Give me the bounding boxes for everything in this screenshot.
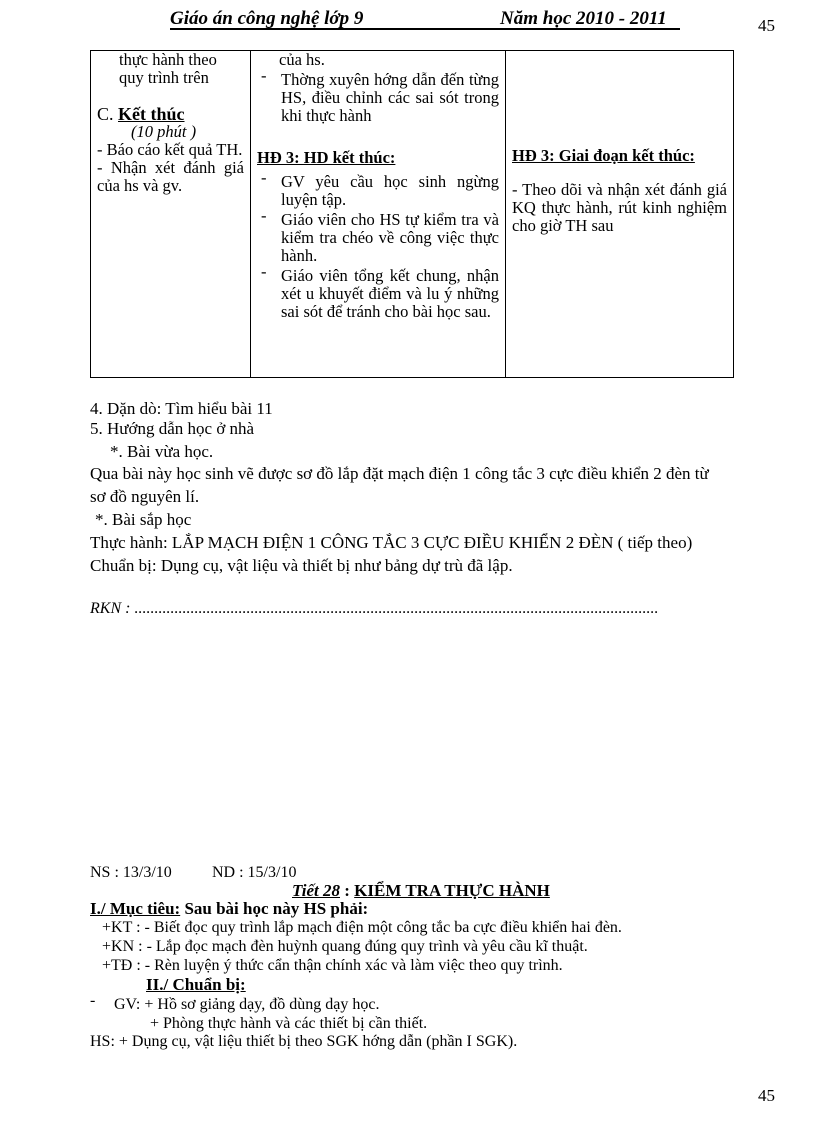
homework-line: 4. Dặn dò: Tìm hiểu bài 11 [90,399,273,418]
table-cell-student [91,51,251,378]
objective-text: Sau bài học này HS phải: [180,899,369,918]
nd-date: ND : 15/3/10 [212,864,297,881]
objective-item: +KT : - Biết đọc quy trình lắp mạch điện một công tắc ba cực điều khiển hai đèn. [102,919,622,936]
rkn-line: RKN : ................................................................................................................................... [90,600,659,617]
ns-date: NS : 13/3/10 [90,864,172,881]
homework-line: *. Bài vừa học. [110,442,214,461]
cell-text: - Báo cáo kết quả TH. [97,140,243,159]
lesson-table [90,50,734,378]
footer-page-number: 45 [758,1086,775,1105]
list-item: - Thờng xuyên hớng dẫn đến từng HS, điều chỉnh các sai sót trong khi thực hành [257,71,499,125]
list-item: - GV yêu cầu học sinh ngừng luyện tập. [257,173,499,209]
prep-item: + Phòng thực hành và các thiết bị cần thiết. [150,1015,428,1032]
dash-bullet: - [90,992,96,1009]
section-title: Kết thúc [118,104,185,124]
section-letter: C. [97,104,114,124]
objective-item: +KN : - Lắp đọc mạch đèn huỳnh quang đúng quy trình và yêu cầu kĩ thuật. [102,938,588,955]
list-item: - Giáo viên cho HS tự kiểm tra và kiểm tra chéo về công việc thực hành. [257,211,499,265]
homework-line: 5. Hướng dẫn học ở nhà [90,419,255,438]
header-rule [170,28,680,30]
cell-text: - Theo dõi và nhận xét đánh giá KQ thực hành, rút kinh nghiệm cho giờ TH sau [512,180,727,235]
header-school-year: Năm học 2010 - 2011 [500,8,667,29]
homework-line: Thực hành: LẮP MẠCH ĐIỆN 1 CÔNG TẮC 3 CỰC ĐIỀU KHIỂN 2 ĐÈN ( tiếp theo) [90,533,693,552]
objective-heading [90,900,368,918]
table-cell-content [506,51,734,378]
section-heading [97,105,244,123]
homework-line: *. Bài sắp học [95,510,192,529]
prep-item: HS: + Dụng cụ, vật liệu thiết bị theo SGK hớng dẫn (phần I SGK). [90,1033,518,1050]
section-heading: HĐ 3: HD kết thúc: [257,148,396,167]
cell-text: quy trình trên [119,68,209,87]
lesson-title-text: KIỂM TRA THỰC HÀNH [354,881,550,900]
cell-text: thực hành theo [119,50,217,69]
cell-text: - Nhận xét đánh giá của hs và gv. [97,158,244,195]
homework-line: Chuẩn bị: Dụng cụ, vật liệu và thiết bị như bảng dự trù đã lập. [90,556,513,575]
title-separator: : [340,881,355,900]
section-heading: HĐ 3: Giai đoạn kết thúc: [512,146,695,165]
lesson-number: Tiết 28 [292,881,340,900]
objective-label: I./ Mục tiêu: [90,899,181,918]
list-item: - Giáo viên tổng kết chung, nhận xét u khuyết điểm và lu ý những sai sót để tránh cho bài học sau. [257,267,499,321]
prep-heading: II./ Chuẩn bị: [146,975,246,994]
section-time: (10 phút ) [131,122,197,141]
objective-item: +TĐ : - Rèn luyện ý thức cẩn thận chính xác và làm việc theo quy trình. [102,957,563,974]
table-row [91,51,734,378]
prep-item: GV: + Hồ sơ giảng dạy, đồ dùng dạy học. [114,996,380,1013]
table-cell-teacher [251,51,506,378]
cell-text: của hs. [279,50,325,69]
homework-line: Qua bài này học sinh vẽ được sơ đồ lắp đặt mạch điện 1 công tắc 3 cực điều khiển 2 đèn từ [90,464,709,483]
header-page-number: 45 [758,16,775,35]
lesson-title [292,882,550,900]
homework-line: sơ đồ nguyên lí. [90,487,200,506]
header-title: Giáo án công nghệ lớp 9 [170,8,364,29]
